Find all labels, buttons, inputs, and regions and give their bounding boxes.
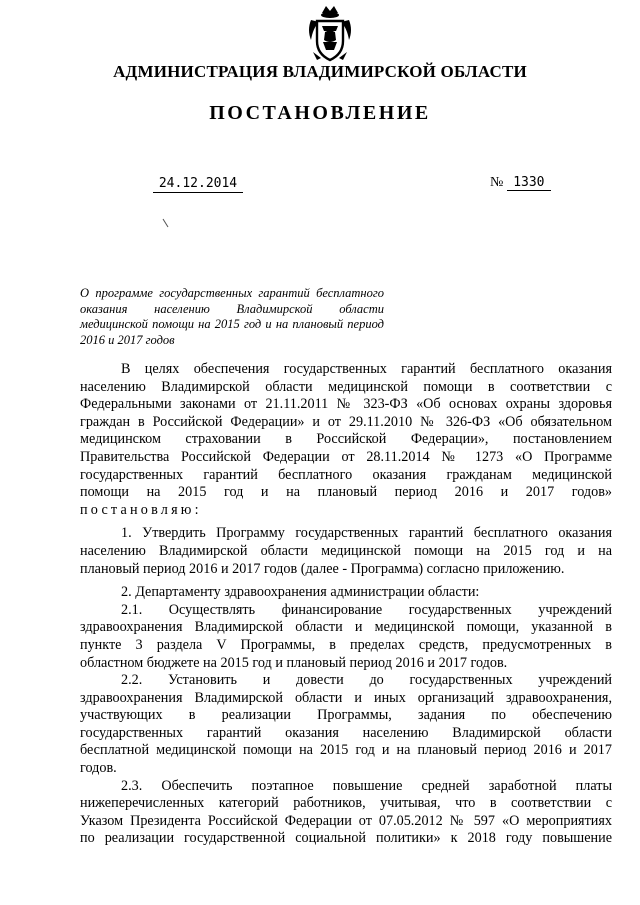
item-2-paragraph	[80, 584, 612, 602]
text-line: здравоохранения Владимирской области и медицинской помощи, указанной в	[80, 619, 612, 636]
text-line: медицинском страховании в Российской Федерации», постановлением	[80, 431, 612, 448]
text-line: населению Владимирской области медицинской помощи на 2015 год и на	[80, 542, 612, 559]
text-line: 1. Утвердить Программу государственных гарантий бесплатного оказания	[121, 525, 612, 542]
document-subject	[80, 286, 384, 348]
text-line: Федеральными законами от 21.11.2011 № 323-ФЗ «Об основах охраны здоровья	[80, 396, 612, 413]
text-line: годов.	[80, 760, 117, 777]
document-body	[80, 361, 612, 848]
text-line: государственных гарантий бесплатного оказания гражданам медицинской	[80, 466, 612, 483]
subject-line: медицинской помощи на 2015 год и на плановый период	[80, 317, 384, 331]
item-2-1-paragraph	[80, 602, 612, 672]
text-line: здравоохранения Владимирской области и иных организаций здравоохранения,	[80, 689, 612, 706]
item-2-3-paragraph	[80, 778, 612, 848]
text-line: Правительства Российской Федерации от 28.11.2014 № 1273 «О Программе	[80, 448, 612, 465]
agency-name: АДМИНИСТРАЦИЯ ВЛАДИМИРСКОЙ ОБЛАСТИ	[113, 62, 527, 81]
number-sign: №	[490, 175, 504, 190]
text-line: помощи на 2015 год и на плановый период 2016 и 2017 годов»	[80, 484, 612, 501]
text-line: плановый период 2016 и 2017 годов (далее - Программа) согласно приложению.	[80, 560, 565, 577]
document-type-title: ПОСТАНОВЛЕНИЕ	[209, 102, 431, 124]
item-1-paragraph	[80, 525, 612, 578]
text-line: 2.2. Установить и довести до государственных учреждений	[121, 672, 612, 689]
stray-mark-icon	[162, 218, 170, 228]
text-line: областном бюджете на 2015 год и плановый период 2016 и 2017 годов.	[80, 654, 508, 671]
decree-word: постановляю:	[80, 501, 202, 518]
text-line: 2. Департаменту здравоохранения администрации области:	[121, 584, 480, 601]
text-line: по реализации государственной социальной политики» к 2018 году повышение	[80, 830, 612, 847]
subject-line: 2016 и 2017 годов	[80, 332, 175, 347]
coat-of-arms-icon	[303, 4, 357, 64]
text-line: пункте 3 раздела V Программы, в пределах средств, предусмотренных в	[80, 636, 612, 653]
text-line: нижеперечисленных категорий работников, учитывая, что в соответствии с	[80, 795, 612, 812]
text-line: Указом Президента Российской Федерации от 07.05.2012 № 597 «О мероприятиях	[80, 812, 612, 829]
subject-line: оказания населению Владимирской области	[80, 301, 384, 316]
text-line: бесплатной медицинской помощи на 2015 год и на плановый период 2016 и 2017	[80, 742, 612, 759]
text-line: участвующих в реализации Программы, задания по обеспечению	[80, 707, 612, 724]
item-2-2-paragraph	[80, 672, 612, 778]
text-line: граждан в Российской Федерации» и от 29.11.2010 № 326-ФЗ «Об обязательном	[80, 413, 612, 430]
text-line: населению Владимирской области медицинской помощи в соответствии с	[80, 378, 612, 395]
text-line: государственных гарантий оказания населению Владимирской области	[80, 724, 612, 741]
document-date: 24.12.2014	[153, 176, 243, 193]
text-line: В целях обеспечения государственных гарантий бесплатного оказания	[121, 361, 612, 377]
document-number	[490, 175, 551, 191]
text-line: 2.3. Обеспечить поэтапное повышение средней заработной платы	[121, 777, 612, 794]
preamble-paragraph	[80, 361, 612, 519]
text-line: 2.1. Осуществлять финансирование государственных учреждений	[121, 601, 612, 618]
subject-line: О программе государственных гарантий бесплатного	[80, 286, 384, 300]
number-value: 1330	[507, 175, 551, 191]
